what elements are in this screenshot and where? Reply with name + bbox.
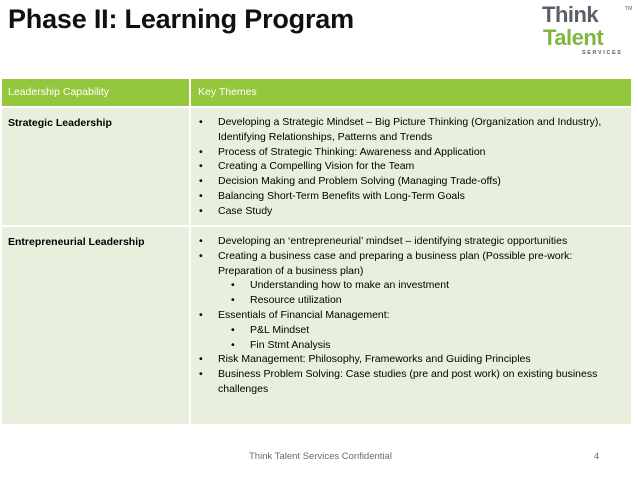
theme-item [191, 249, 631, 279]
footer-confidential: Think Talent Services Confidential [249, 451, 392, 462]
theme-text: Fin Stmt Analysis [250, 338, 331, 351]
sub-theme-item [191, 278, 631, 293]
sub-theme-item [191, 338, 631, 353]
header-key-themes: Key Themes [198, 86, 257, 98]
bullet-icon: • [199, 235, 203, 247]
theme-text: Developing an ‘entrepreneurial’ mindset – identifying strategic opportunities [218, 235, 568, 247]
theme-text: Creating a Compelling Vision for the Team [218, 160, 415, 173]
themes-list [191, 108, 631, 219]
theme-text: Business Problem Solving: Case studies (pre and post work) on existing business challenges [218, 368, 598, 395]
theme-text: P&L Mindset [250, 323, 310, 336]
logo-word-services: SERVICES [582, 50, 623, 56]
bullet-icon: • [199, 204, 203, 217]
theme-item [191, 174, 631, 189]
theme-text: Decision Making and Problem Solving (Managing Trade-offs) [218, 175, 501, 188]
themes-cell [191, 227, 631, 424]
table-header-cell [2, 79, 189, 106]
theme-text: Understanding how to make an investment [250, 279, 450, 292]
bullet-icon: • [199, 308, 203, 321]
table-header-cell [191, 79, 631, 106]
theme-text: Risk Management: Philosophy, Frameworks and Guiding Principles [218, 353, 531, 366]
theme-item [191, 204, 631, 219]
bullet-icon: • [199, 116, 203, 128]
theme-text: Case Study [218, 204, 273, 217]
bullet-icon: • [199, 368, 203, 381]
capability-cell [2, 227, 189, 424]
capability-label: Entrepreneurial Leadership [8, 236, 145, 248]
page-number: 4 [594, 451, 600, 462]
bullet-icon: • [231, 323, 235, 336]
logo-word-talent: Talent [543, 25, 604, 50]
theme-text: Essentials of Financial Management: [218, 308, 390, 321]
theme-item [191, 145, 631, 160]
theme-text: Process of Strategic Thinking: Awareness and Application [218, 145, 486, 158]
capability-cell [2, 108, 189, 225]
table-header-row [2, 79, 631, 106]
company-logo [540, 4, 636, 64]
bullet-icon: • [231, 338, 235, 351]
logo-word-think: Think [542, 2, 599, 27]
logo-trademark: TM [625, 6, 633, 12]
theme-item [191, 352, 631, 367]
header-capability: Leadership Capability [8, 86, 109, 98]
themes-list [191, 227, 631, 397]
table-row [2, 106, 631, 225]
table-row [2, 225, 631, 424]
theme-item [191, 367, 631, 397]
themes-cell [191, 108, 631, 225]
sub-theme-item [191, 293, 631, 308]
theme-text: Balancing Short-Term Benefits with Long-Term Goals [218, 189, 465, 202]
theme-item [191, 189, 631, 204]
theme-item [191, 234, 631, 249]
theme-text: Resource utilization [250, 294, 342, 307]
learning-program-table [2, 79, 631, 424]
bullet-icon: • [199, 175, 203, 188]
theme-item [191, 159, 631, 174]
bullet-icon: • [199, 160, 203, 173]
bullet-icon: • [231, 279, 235, 292]
bullet-icon: • [199, 353, 203, 366]
theme-text: Developing a Strategic Mindset – Big Picture Thinking (Organization and Industry), Identifying Relationships, Patterns and Trends [218, 116, 602, 143]
bullet-icon: • [199, 189, 203, 202]
bullet-icon: • [199, 249, 203, 262]
capability-label: Strategic Leadership [8, 117, 112, 129]
slide-title: Phase II: Learning Program [8, 4, 354, 34]
theme-item [191, 115, 631, 145]
bullet-icon: • [199, 145, 203, 158]
theme-text: Creating a business case and preparing a business plan (Possible pre-work: Preparation of a business plan) [218, 249, 573, 277]
theme-item [191, 308, 631, 323]
sub-theme-item [191, 323, 631, 338]
bullet-icon: • [231, 294, 235, 307]
